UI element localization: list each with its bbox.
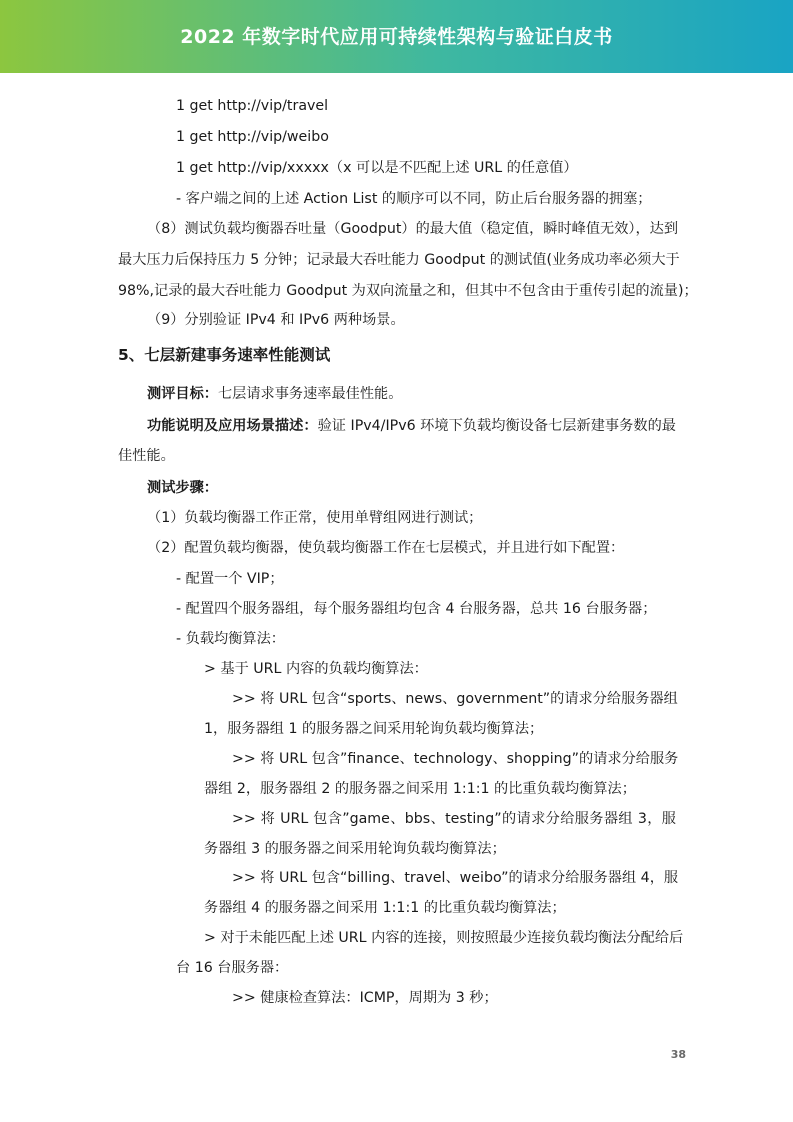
step-line: >> 将 URL 包含“sports、news、government”的请求分给服务器组 — [232, 691, 678, 707]
section-heading: 5、七层新建事务速率性能测试 — [118, 346, 331, 364]
text-line: 1 get http://vip/travel — [176, 98, 329, 114]
step-line: >> 将 URL 包含”finance、technology、shopping”的请求分给服务 — [232, 751, 679, 767]
step-line: （2）配置负载均衡器，使负载均衡器工作在七层模式，并且进行如下配置： — [147, 540, 625, 556]
goal-paragraph — [147, 384, 402, 404]
text-line: （8）测试负载均衡器吞吐量（Goodput）的最大值（稳定值，瞬时峰值无效），达到 — [147, 221, 679, 237]
description-label: 功能说明及应用场景描述： — [147, 418, 318, 434]
step-line: >> 将 URL 包含“billing、travel、weibo”的请求分给服务器组 4，服 — [232, 870, 679, 886]
description-text: 验证 IPv4/IPv6 环境下负载均衡设备七层新建事务数的最 — [317, 418, 676, 434]
text-line: （9）分别验证 IPv4 和 IPv6 两种场景。 — [147, 312, 405, 328]
step-line: 务器组 3 的服务器之间采用轮询负载均衡算法； — [204, 841, 506, 857]
text-line: 98%,记录的最大吞吐能力 Goodput 为双向流量之和，但其中不包含由于重传引起的流量)； — [118, 283, 698, 299]
goal-label: 测评目标： — [147, 386, 218, 402]
step-line: > 基于 URL 内容的负载均衡算法： — [204, 661, 428, 677]
text-line: - 客户端之间的上述 Action List 的顺序可以不同，防止后台服务器的拥塞； — [176, 191, 652, 207]
step-line: 器组 2，服务器组 2 的服务器之间采用 1:1:1 的比重负载均衡算法； — [204, 781, 636, 797]
text-line: 1 get http://vip/xxxxx（x 可以是不匹配上述 URL 的任意值） — [176, 160, 578, 176]
step-line: - 配置一个 VIP； — [176, 571, 284, 587]
goal-text: 七层请求事务速率最佳性能。 — [217, 386, 403, 402]
page-number: 38 — [670, 1048, 686, 1061]
step-line: - 配置四个服务器组，每个服务器组均包含 4 台服务器，总共 16 台服务器； — [176, 601, 657, 617]
step-line: 台 16 台服务器： — [176, 960, 289, 976]
step-line: （1）负载均衡器工作正常，使用单臂组网进行测试； — [147, 510, 483, 526]
description-text-continued: 佳性能。 — [118, 448, 175, 464]
description-paragraph — [147, 416, 676, 436]
text-line: 最大压力后保持压力 5 分钟；记录最大吞吐能力 Goodput 的测试值(业务成功率必须大于 — [118, 252, 680, 268]
step-line: - 负载均衡算法： — [176, 631, 285, 647]
page-header-banner — [0, 0, 793, 73]
document-title: 2022 年数字时代应用可持续性架构与验证白皮书 — [180, 26, 613, 48]
step-line: >> 健康检查算法：ICMP，周期为 3 秒； — [232, 990, 498, 1006]
step-line: 务器组 4 的服务器之间采用 1:1:1 的比重负载均衡算法； — [204, 900, 566, 916]
steps-label: 测试步骤： — [147, 480, 218, 496]
text-line: 1 get http://vip/weibo — [176, 129, 329, 145]
step-line: >> 将 URL 包含”game、bbs、testing”的请求分给服务器组 3，服 — [232, 811, 676, 827]
step-line: > 对于未能匹配上述 URL 内容的连接，则按照最少连接负载均衡法分配给后 — [204, 930, 684, 946]
step-line: 1，服务器组 1 的服务器之间采用轮询负载均衡算法； — [204, 721, 544, 737]
